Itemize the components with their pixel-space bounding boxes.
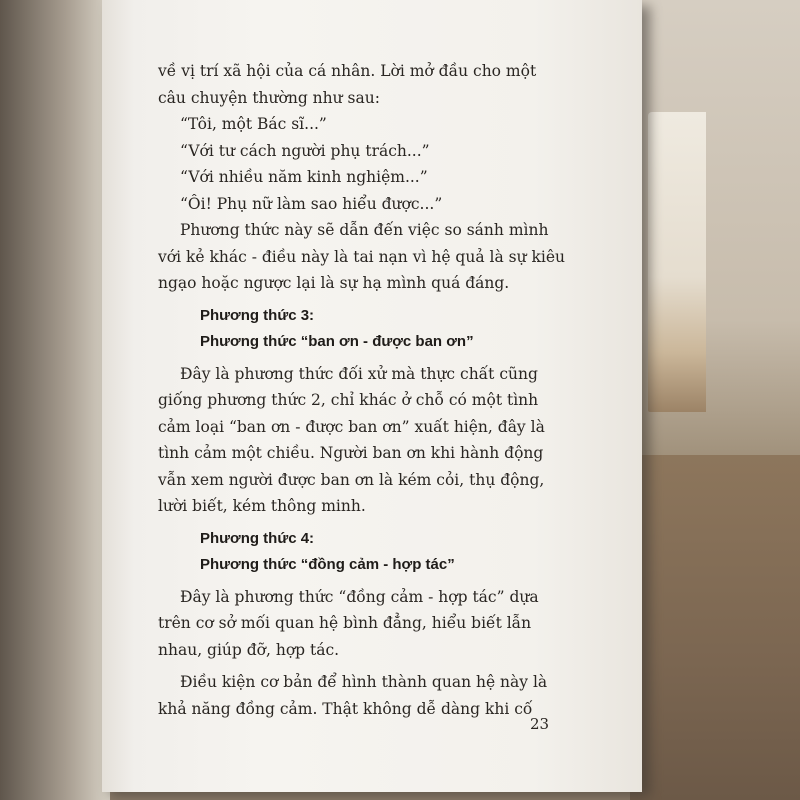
paragraph-method-3: Đây là phương thức đối xử mà thực chất cũng giống phương thức 2, chỉ khác ở chỗ có một tình cảm loại “ban ơn - được ban ơn” xuất hiện, đây là tình cảm một chiều. Người ban ơn khi hành động vẫn xem người được ban ơn là kém cỏi, thụ động, lười biết, kém thông minh.: [158, 364, 545, 515]
dialogue-line-3: “Với nhiều năm kinh nghiệm...”: [180, 168, 428, 186]
book-page: [102, 0, 642, 792]
dialogue-line-1: “Tôi, một Bác sĩ...”: [180, 115, 327, 133]
paragraph-comparison: Phương thức này sẽ dẫn đến việc so sánh mình với kẻ khác - điều này là tai nạn vì hệ quả là sự kiêu ngạo hoặc ngược lại là sự hạ mình quá đáng.: [158, 221, 565, 292]
paragraph-method-4: Đây là phương thức “đồng cảm - hợp tác” dựa trên cơ sở mối quan hệ bình đẳng, hiểu biết lẫn nhau, giúp đỡ, hợp tác.: [158, 587, 539, 659]
page-text: [158, 58, 568, 722]
background-book: [648, 112, 706, 412]
heading-method-3-number: Phương thức 3:: [200, 306, 315, 324]
paragraph-conditions: Điều kiện cơ bản để hình thành quan hệ này là khả năng đồng cảm. Thật không dễ dàng khi cố: [158, 673, 548, 718]
heading-method-4-title: Phương thức “đồng cảm - hợp tác”: [200, 555, 455, 573]
dialogue-line-2: “Với tư cách người phụ trách...”: [180, 141, 430, 160]
page-number: 23: [530, 715, 550, 733]
table-surface: [630, 455, 800, 800]
heading-method-3-title: Phương thức “ban ơn - được ban ơn”: [200, 332, 474, 350]
background-left: [0, 0, 110, 800]
dialogue-line-4: “Ôi! Phụ nữ làm sao hiểu được...”: [180, 194, 443, 213]
paragraph-intro: về vị trí xã hội của cá nhân. Lời mở đầu cho một câu chuyện thường như sau:: [158, 62, 537, 107]
heading-method-4-number: Phương thức 4:: [200, 529, 315, 547]
